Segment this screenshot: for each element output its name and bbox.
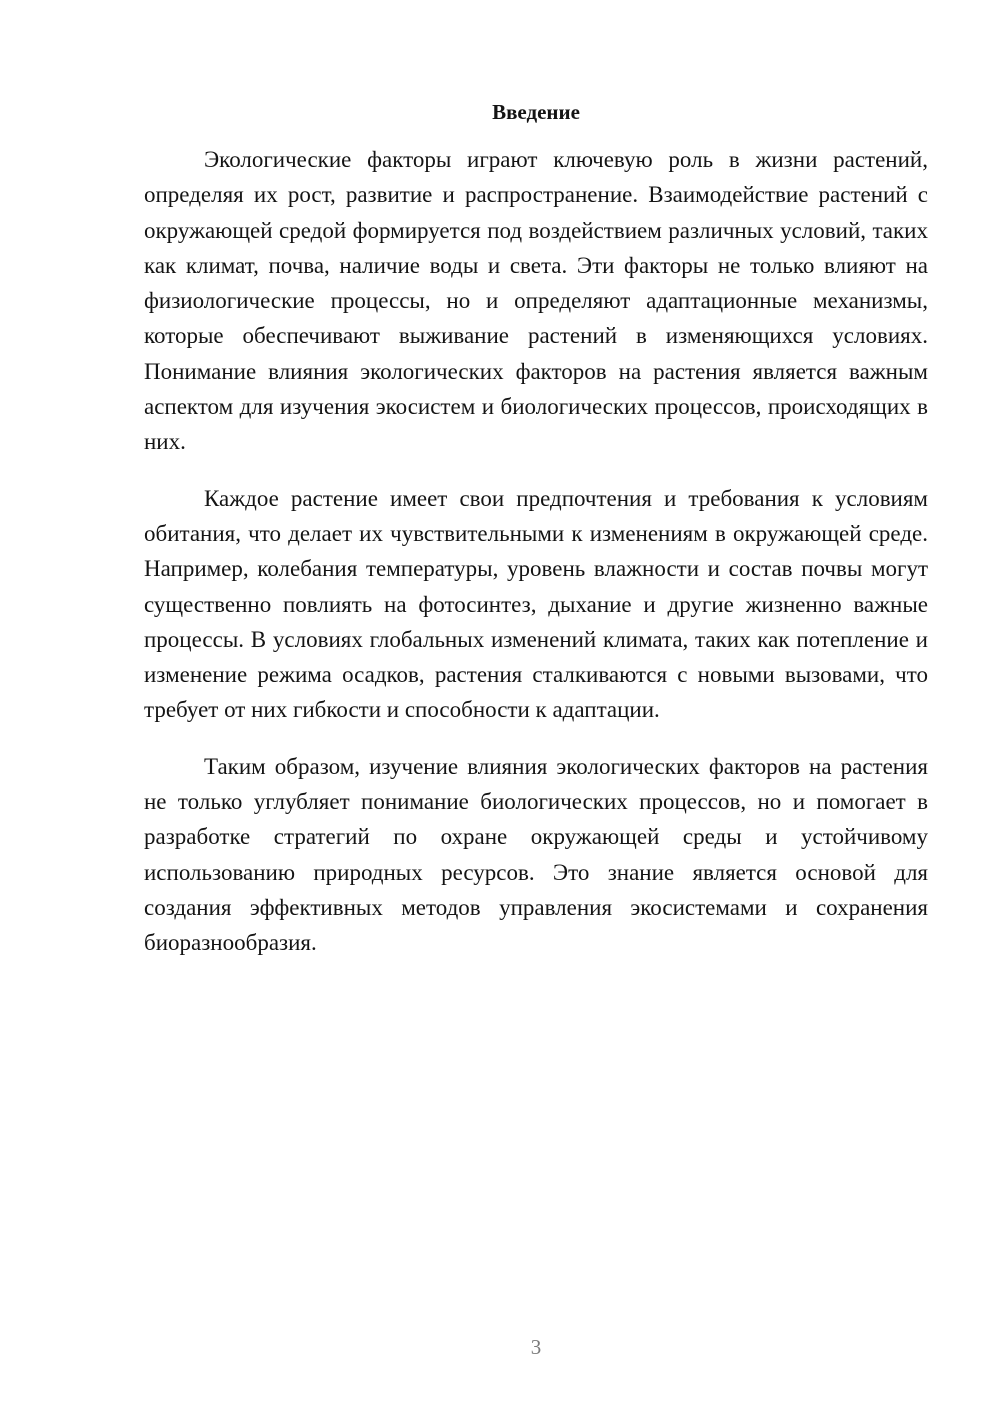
page-number: 3	[530, 1335, 542, 1359]
paragraph-intro: Экологические факторы играют ключевую роль в жизни растений, определяя их рост, развитие и распространение. Взаимодействие растений с окружающей средой формируется под воздействием различных условий, таких как климат, почва, наличие воды и света. Эти факторы не только влияют на физиологические процессы, но и определяют адаптационные механизмы, которые обеспечивают выживание растений в изменяющихся условиях. Понимание влияния экологических факторов на растения является важным аспектом для изучения экосистем и биологических процессов, происходящих в них.	[144, 147, 928, 455]
paragraph-plant-sensitivity: Каждое растение имеет свои предпочтения и требования к условиям обитания, что делает их чувствительными к изменениям в окружающей среде. Например, колебания температуры, уровень влажности и состав почвы могут существенно повлиять на фотосинтез, дыхание и другие жизненно важные процессы. В условиях глобальных изменений климата, таких как потепление и изменение режима осадков, растения сталкиваются с новыми вызовами, что требует от них гибкости и способности к адаптации.	[144, 485, 928, 723]
page-title: Введение	[492, 100, 580, 124]
document-body	[144, 142, 928, 961]
paragraph-conclusion: Таким образом, изучение влияния экологических факторов на растения не только углубляет понимание биологических процессов, но и помогает в разработке стратегий по охране окружающей среды и устойчивому использованию природных ресурсов. Это знание является основой для создания эффективных методов управления экосистемами и сохранения биоразнообразия.	[144, 753, 928, 956]
